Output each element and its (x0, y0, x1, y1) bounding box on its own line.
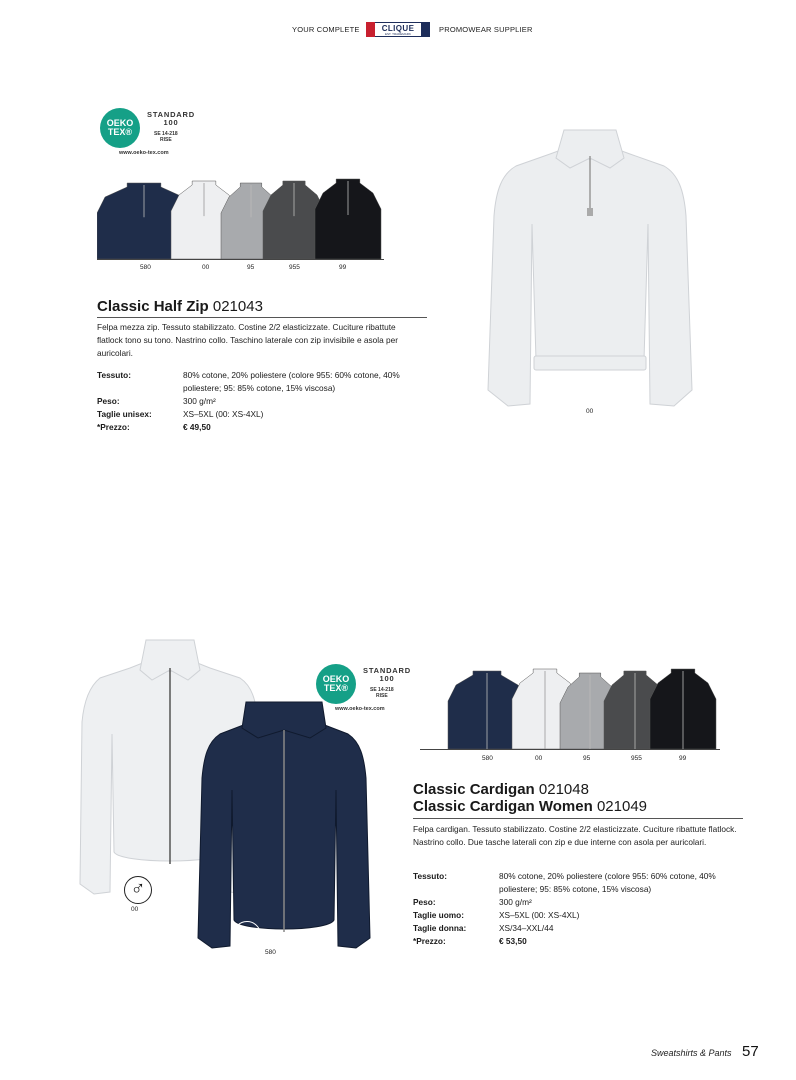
swatch-code: 99 (679, 755, 687, 762)
male-symbol-icon: ♂ (124, 876, 152, 904)
spec-value: 300 g/m² (499, 897, 532, 907)
page-number: 57 (742, 1043, 759, 1060)
spec-label: Taglie uomo: (413, 910, 465, 920)
spec-value: € 53,50 (499, 936, 527, 946)
oeko-tex-badge: OEKO TEX® STANDARD 100 SE 14-218 RISE www.oeko-tex.com (316, 664, 426, 710)
header-left-text: YOUR COMPLETE (292, 25, 360, 34)
swatch-codes (97, 264, 384, 274)
color-swatches (97, 168, 384, 260)
swatch-garments (420, 658, 720, 749)
oeko-tex-logo-icon: OEKO TEX® (100, 108, 140, 148)
swatch-garments (97, 168, 384, 259)
female-symbol-icon: ♀ (233, 921, 261, 949)
product-title-women: Classic Cardigan Women 021049 (413, 798, 648, 815)
spec-label: Taglie unisex: (97, 409, 152, 419)
men-color-code: 00 (131, 906, 139, 913)
spec-label: Peso: (97, 396, 120, 406)
color-swatches (420, 658, 720, 750)
main-color-code: 00 (586, 408, 594, 415)
page-header (0, 22, 796, 38)
spec-value: XS–5XL (00: XS-4XL) (499, 910, 580, 920)
spec-label: Tessuto: (413, 871, 447, 881)
swatch-code: 955 (631, 755, 642, 762)
spec-value: XS–5XL (00: XS-4XL) (183, 409, 264, 419)
spec-label: Tessuto: (97, 370, 131, 380)
product-description: Felpa cardigan. Tessuto stabilizzato. Costine 2/2 elasticizzate. Cuciture ribattute flatlock. Nastrino collo. Due tasche laterali con zip e due interne con asola per auricolari. (413, 824, 737, 847)
product-title: Classic Half Zip 021043 (97, 298, 263, 315)
spec-label: *Prezzo: (413, 936, 446, 946)
product-description: Felpa mezza zip. Tessuto stabilizzato. Costine 2/2 elasticizzate. Cuciture ribattute flatlock tono su tono. Nastrino collo. Taschino laterale con zip invisibile e asola per auricolari. (97, 322, 399, 358)
title-divider (97, 317, 427, 318)
header-right-text: PROMOWEAR SUPPLIER (439, 25, 533, 34)
spec-label: *Prezzo: (97, 422, 130, 432)
spec-value: 80% cotone, 20% poliestere (colore 955: 60% cotone, 40% poliestere; 95: 85% cotone, 15% viscosa) (499, 871, 716, 894)
spec-value: 300 g/m² (183, 396, 216, 406)
product-specs (97, 369, 427, 439)
swatch-code: 955 (289, 264, 300, 271)
swatch-99 (315, 179, 381, 259)
spec-value: € 49,50 (183, 422, 211, 432)
product-title: Classic Cardigan 021048 (413, 781, 589, 798)
oeko-tex-badge: OEKO TEX® STANDARD 100 SE 14-218 RISE www.oeko-tex.com (100, 108, 210, 154)
swatch-code: 580 (482, 755, 493, 762)
product-specs (413, 870, 743, 955)
oeko-tex-logo-icon: OEKO TEX® (316, 664, 356, 704)
swatch-code: 00 (202, 264, 210, 271)
title-divider (413, 818, 743, 819)
swatch-code: 580 (140, 264, 151, 271)
main-product-image (478, 120, 704, 410)
swatch-code: 95 (247, 264, 255, 271)
women-color-code: 580 (265, 949, 276, 956)
swatch-99 (650, 669, 716, 749)
spec-label: Taglie donna: (413, 923, 467, 933)
swatch-code: 95 (583, 755, 591, 762)
spec-value: XS/34–XXL/44 (499, 923, 554, 933)
footer-section: Sweatshirts & Pants (651, 1048, 732, 1058)
swatch-code: 00 (535, 755, 543, 762)
spec-label: Peso: (413, 897, 436, 907)
spec-value: 80% cotone, 20% poliestere (colore 955: 60% cotone, 40% poliestere; 95: 85% cotone, 15% viscosa) (183, 370, 400, 393)
swatch-code: 99 (339, 264, 347, 271)
clique-logo: CLIQUE EST. TRADEMARK (366, 22, 430, 37)
swatch-codes (420, 755, 720, 765)
